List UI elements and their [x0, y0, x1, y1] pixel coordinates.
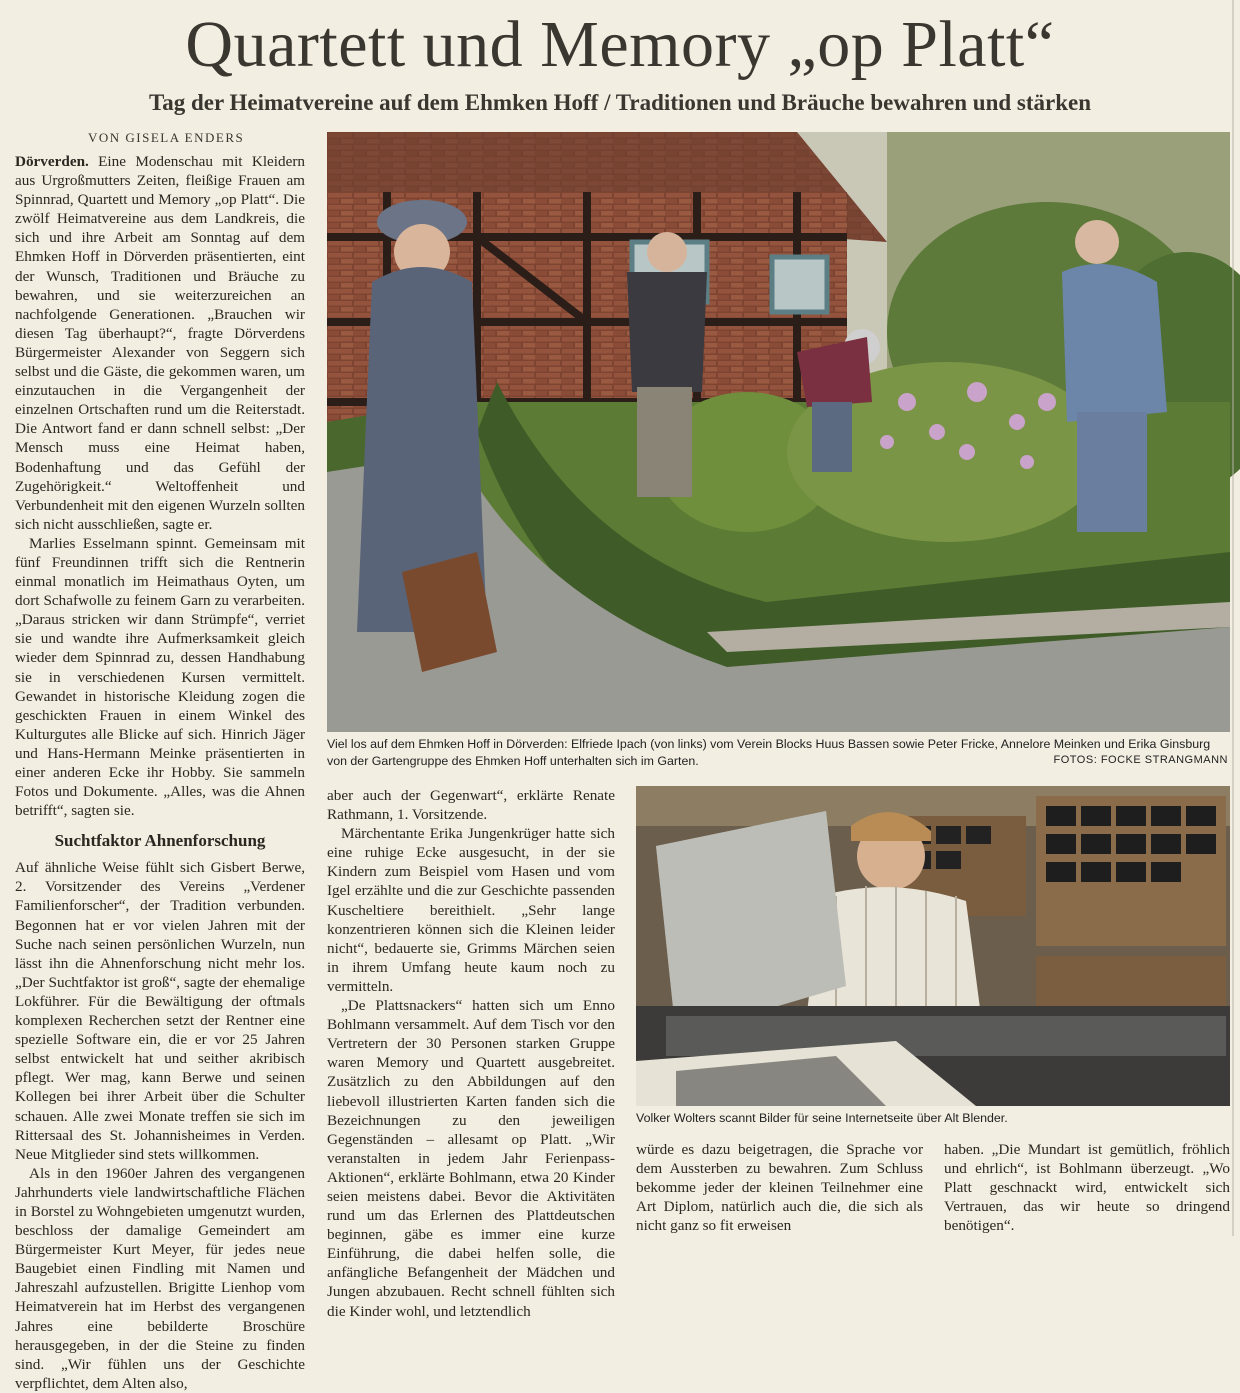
paragraph-findling: Als in den 1960er Jahren des vergangenen Jahrhunderts viele landwirtschaftliche Flächen in Borstel zu Wohngebieten umgenutzt wurden, beschloss der damalige Gemeindert am Bürgermeister Kurt Meyer, für jedes neue Baugebiet einen Findling mit Namen und Jahreszahl aufzustellen. Brigitte Lienhop vom Heimatverein hat im Herbst des vergangenen Jahres eine bebilderte Broschüre herausgegeben, in der die Steine zu finden sind. „Wir fühlen uns der Geschichte verpflichtet, dem Alten also, — [15, 1164, 305, 1392]
garden-photo-image — [327, 132, 1230, 732]
photo-garden — [327, 132, 1230, 732]
margin-rule — [1232, 0, 1234, 1236]
byline: VON GISELA ENDERS — [88, 130, 245, 145]
photo-scanner — [636, 786, 1230, 1106]
article-subheadline: Tag der Heimatvereine auf dem Ehmken Hoff / Traditionen und Bräuche bewahren und stärken — [148, 90, 1092, 115]
paragraph-diploma: würde es dazu beigetragen, die Sprache vor dem Aussterben zu bewahren. Zum Schluss bekomme jeder der kleinen Teilnehmer eine Art Diplom, natürlich auch die, die sich als nicht ganz so fit erweisen — [636, 1141, 923, 1235]
column-left — [15, 152, 305, 1392]
paragraph-genealogy: Auf ähnliche Weise fühlt sich Gisbert Berwe, 2. Vorsitzender des Vereins „Verdener Familienforscher“, der Tradition verbunden. Begonnen hat er vor vielen Jahren mit der Suche nach seinen persönlichen Wurzeln, nun lässt ihn die Ahnenforschung nicht mehr los. „Der Suchtfaktor ist groß“, sagte der ehemalige Lokführer. Für die Bewältigung der oftmals komplexen Recherchen setzt der Rentner eine spezielle Software ein, die er vor 25 Jahren selbst entwickelt hat und seither akribisch pflegt. Wer mag, kann Berwe und seinen Kollegen bei ihrer Arbeit über die Schulter schauen. Alle zwei Monate treffen sie sich im Rittersaal des St. Johannisheimes in Verden. Neue Mitglieder sind stets willkommen. — [15, 859, 305, 1163]
paragraph-intro — [15, 152, 305, 534]
photo-credit: FOTOS: FOCKE STRANGMANN — [1053, 754, 1228, 766]
paragraph-rathmann: aber auch der Gegenwart“, erklärte Renate Rathmann, 1. Vorsitzende. — [327, 787, 615, 824]
column-third — [636, 1140, 923, 1235]
column-fourth — [944, 1140, 1230, 1235]
paragraph-plattsnackers: „De Plattsnackers“ hatten sich um Enno Bohlmann versammelt. Auf dem Tisch vor den Vertretern der 30 Personen starken Gruppe waren Memory und Quartett ausgebreitet. Zusätzlich zu den Abbildungen auf den liebevoll illustrierten Karten fanden sich die Bezeichnungen zu den jeweiligen Gegenständen – allesamt op Platt. „Wir veranstalten in jedem Jahr Ferienpass-Aktionen“, erklärte Bohlmann, etwa 20 Kinder seien meistens dabei. Bevor die Aktivitäten rund um das Erlernen des Plattdeutschen beginnen, gäbe es immer eine kurze Einführung, die dabei helfen solle, die anfängliche Befangenheit der Mädchen und Jungen abzubauen. Recht schnell fühlten sich die Kinder wohl, und letztendlich — [327, 997, 615, 1320]
photo-scanner-caption: Volker Wolters scannt Bilder für seine Internetseite über Alt Blender. — [636, 1111, 1008, 1125]
paragraph-fairytale: Märchentante Erika Jungenkrüger hatte sich eine ruhige Ecke ausgesucht, in der sie Kindern zum Beispiel vom Hasen und vom Igel erzählte und die zur Geschichte passenden Kuscheltiere bereithielt. „Sehr lange konzentrieren können sich die Kleinen leider nicht“, bedauerte sie, Grimms Märchen seien in ihrem Umfang heute kaum noch zu vermitteln. — [327, 825, 615, 995]
photo-garden-caption: Viel los auf dem Ehmken Hoff in Dörverden: Elfriede Ipach (von links) vom Verein Blocks Huus Bassen sowie Peter Fricke, Annelore Meinken und Erika Ginsburg von der Gartengruppe des Ehmken Hoff unterhalten sich im Garten. — [327, 737, 1211, 768]
paragraph-intro-text: Eine Modenschau mit Kleidern aus Urgroßmutters Zeiten, fleißige Frauen am Spinnrad, Quartett und Memory „op Platt“. Die zwölf Heimatvereine aus dem Landkreis, die sich und ihre Arbeit am Sonntag auf dem Ehmken Hoff in Dörverden präsentierten, eint der Wunsch, Traditionen und Bräuche zu bewahren, und sie weiterzureichen an nachfolgende Generationen. „Brauchen wir diesen Tag überhaupt?“, fragte Dörverdens Bürgermeister Alexander von Seggern sich selbst und die Gäste, die gekommen waren, um einzutauchen in die Vergangenheit der einzelnen Ortschaften rund um die Reiterstadt. Die Antwort fand er dann schnell selbst: „Der Mensch muss eine Heimat haben, Bodenhaftung und das Gefühl der Zugehörigkeit.“ Weltoffenheit und Verbundenheit mit den eigenen Wurzeln sollten sich nicht ausschließen, sagte er. — [15, 153, 305, 533]
paragraph-dialect: haben. „Die Mundart ist gemütlich, fröhlich und ehrlich“, ist Bohlmann überzeugt. „Wo Platt geschnackt wird, entwickelt sich Vertrauen, das wir heute so dringend benötigen“. — [944, 1141, 1230, 1235]
scanner-photo-image — [636, 786, 1230, 1106]
column-middle — [327, 786, 615, 1320]
section-subtitle: Suchtfaktor Ahnenforschung — [54, 831, 266, 851]
dateline: Dörverden. — [15, 153, 89, 170]
paragraph-spinning: Marlies Esselmann spinnt. Gemeinsam mit fünf Freundinnen trifft sich die Rentnerin einmal monatlich im Heimathaus Oyten, um dort Schafwolle zu feinem Garn zu verarbeiten. „Daraus stricken wir dann Strümpfe“, verriet sie und wandte ihre Aufmerksamkeit gleich wieder dem Spinnrad zu, dessen Handhabung sie in verschiedenen Kursen vermittelt. Gewandet in historische Kleidung zogen die geschickten Frauen in einem Winkel des Kulturgutes alle Blicke auf sich. Hinrich Jäger und Hans-Hermann Meinke präsentierten in einer anderen Ecke ihr Hobby. Sie sammeln Fotos und Dokumente. „Alles, was die Ahnen betrifft“, sagten sie. — [15, 534, 305, 820]
article-headline: Quartett und Memory „op Platt“ — [185, 8, 1055, 81]
